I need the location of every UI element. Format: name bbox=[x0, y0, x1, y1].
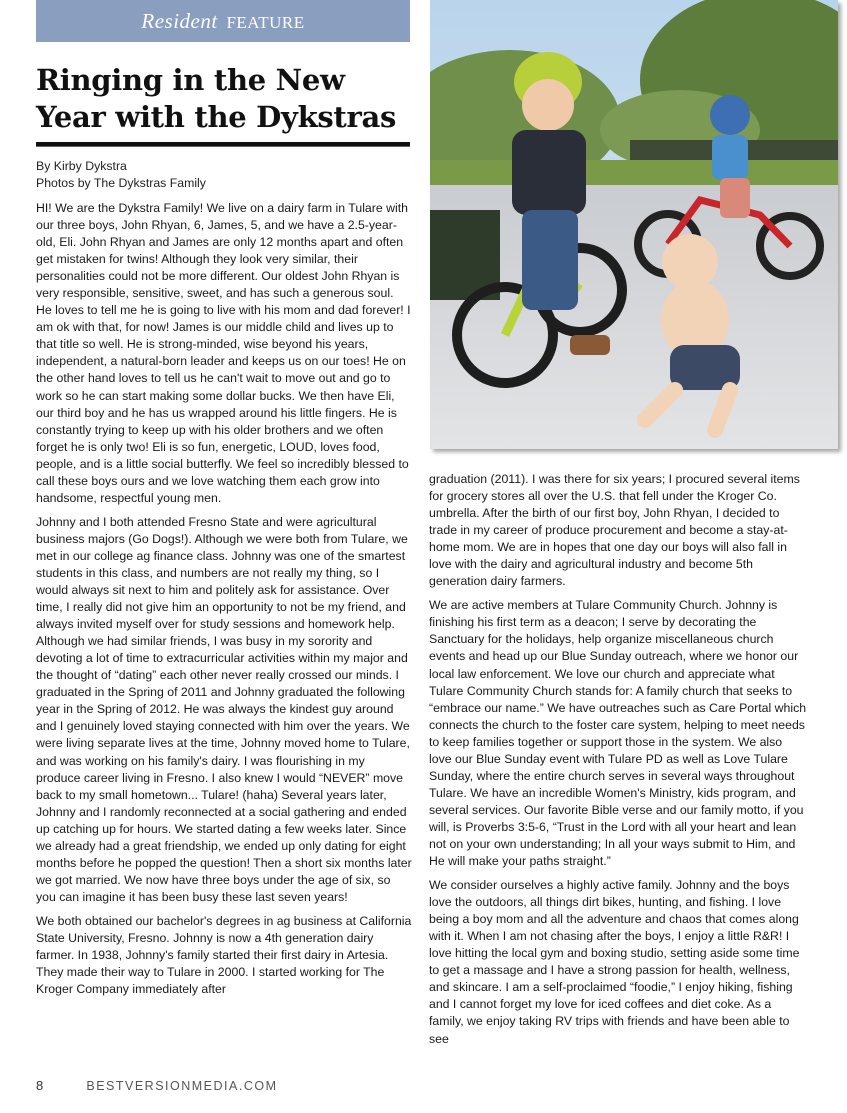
byline-photos: Photos by The Dykstras Family bbox=[36, 176, 206, 190]
headline-line-2: Year with the Dykstras bbox=[36, 100, 396, 134]
paragraph: We consider ourselves a highly active family. Johnny and the boys love the outdoors, all things dirt bikes, hunting, and fishing. I love being a boy mom and all the adventure and chaos that comes along with it. When I am not chasing after the boys, I enjoy a little R&R! I love hitting the local gym and boxing studio, setting aside some time to get a massage and I have a strong passion for health, wellness, and skincare. I am a self-proclaimed “foodie,” I enjoy hiking, fishing and I cannot forget my love for iced coffees and diet coke. As a family, we enjoy taking RV trips with friends and have been able to see bbox=[429, 878, 800, 1046]
footer-site-link[interactable]: BESTVERSIONMEDIA.COM bbox=[86, 1079, 278, 1093]
paragraph: We are active members at Tulare Community Church. Johnny is finishing his first term as a deacon; I serve by decorating the Sanctuary for the holidays, help organize miscellaneous church events and head up our Blue Sunday outreach, where we honor our local law enforcement. We love our church and appreciate what Tulare Community Church stands for: A family church that seeks to “embrace our name.” We have outreaches such as Care Portal which connects the church to the foster care system, helping to meet needs to keep families together or support those in the system. We also love our Blue Sunday event with Tulare PD as well as Love Tulare Sunday, where the entire church serves in several ways throughout Tulare. We have an incredible Women's Ministry, kids program, and several services. Our favorite Bible verse and our family motto, if you will, is Proverbs 3:5-6, “Trust in the Lord with all your heart and lean not on your own understanding; In all your ways submit to Him, and He will make your paths straight.” bbox=[429, 598, 807, 869]
left-column bbox=[36, 200, 412, 1005]
paragraph: graduation (2011). I was there for six years; I procured several items for grocery stores all over the U.S. that fell under the Kroger Co. umbrella. After the birth of our first boy, John Rhyan, I decided to trade in my career of produce procurement and become a stay-at-home mom. We are in hopes that one day our boys will also fall in love with the dairy and agricultural industry and become 5th generation dairy farmers. bbox=[429, 472, 800, 589]
byline-author: By Kirby Dykstra bbox=[36, 159, 127, 173]
right-column bbox=[429, 471, 807, 1055]
headline-line-1: Ringing in the New bbox=[36, 63, 345, 97]
page-footer bbox=[36, 1078, 278, 1093]
family-photo-illustration bbox=[430, 0, 838, 449]
paragraph: HI! We are the Dykstra Family! We live on a dairy farm in Tulare with our three boys, John Rhyan, 6, James, 5, and we have a 2.5-year-old, Eli. John Rhyan and James are only 12 months apart and often get mistaken for twins! Although they look very similar, their personalities could not be more different. Our oldest John Rhyan is very responsible, sensitive, sweet, and has such a generous soul. He loves to tell me he is going to live with his mom and dad forever! I am ok with that, for now! James is our middle child and lives up to that title so well. He is strong-minded, wise beyond his years, independent, a natural-born leader and keeps us on our toes! He on the other hand loves to tell us he can't wait to move out and go to work so he can start making some dollar bucks. We then have Eli, our third boy and he has us wrapped around his little fingers. He is constantly trying to keep up with his older brothers and we often forget he is only two! Eli is so fun, energetic, LOUD, loves food, people, and is a little social butterfly. We feel so incredibly blessed to call these boys ours and we love watching them each grow into handsome, respectful young men. bbox=[36, 201, 411, 505]
page-number: 8 bbox=[36, 1078, 44, 1093]
banner-script-word: Resident bbox=[141, 9, 218, 33]
section-banner bbox=[36, 0, 410, 42]
paragraph: Johnny and I both attended Fresno State and were agricultural business majors (Go Dogs!). Although we were both from Tulare, we met in our college ag finance class. Johnny was one of the smartest students in this class, and numbers are not really my thing, so I would always sit next to him and politely ask for assistance. Over time, I really did not give him an opportunity to not be my friend, and always invited myself over for study sessions and homework help. Although we had similar friends, I was busy in my sorority and devoting a lot of time to extracurricular activities within my major and the thought of “dating” each other never really crossed our minds. I graduated in the Spring of 2011 and Johnny graduated the following year in the Spring of 2012. He was always the kindest guy around and I genuinely loved staying connected with him over the years. We were living separate lives at the time, Johnny moved home to Tulare, and was working on his family's dairy. I was flourishing in my produce career living in Fresno. I also knew I would “NEVER” move back to my small hometown... Tulare! (haha) Several years later, Johnny and I randomly reconnected at a social gathering and ended up catching up for hours. We started dating a few weeks later. Since we already had a great friendship, we ended up only dating for eight months before he popped the question! Then a short six months later we got married. We now have three boys under the age of six, so you can imagine it has been busy these last seven years! bbox=[36, 514, 412, 904]
paragraph: We both obtained our bachelor's degrees in ag business at California State University, Fresno. Johnny is now a 4th generation dairy farmer. In 1938, Johnny's family started their first dairy in Artesia. They made their way to Tulare in 2000. I started working for The Kroger Company immediately after bbox=[36, 913, 412, 997]
byline bbox=[36, 158, 416, 192]
family-photo bbox=[430, 0, 838, 449]
headline-rule bbox=[36, 142, 410, 147]
banner-caps-word: FEATURE bbox=[226, 13, 305, 32]
article-headline bbox=[36, 62, 416, 136]
